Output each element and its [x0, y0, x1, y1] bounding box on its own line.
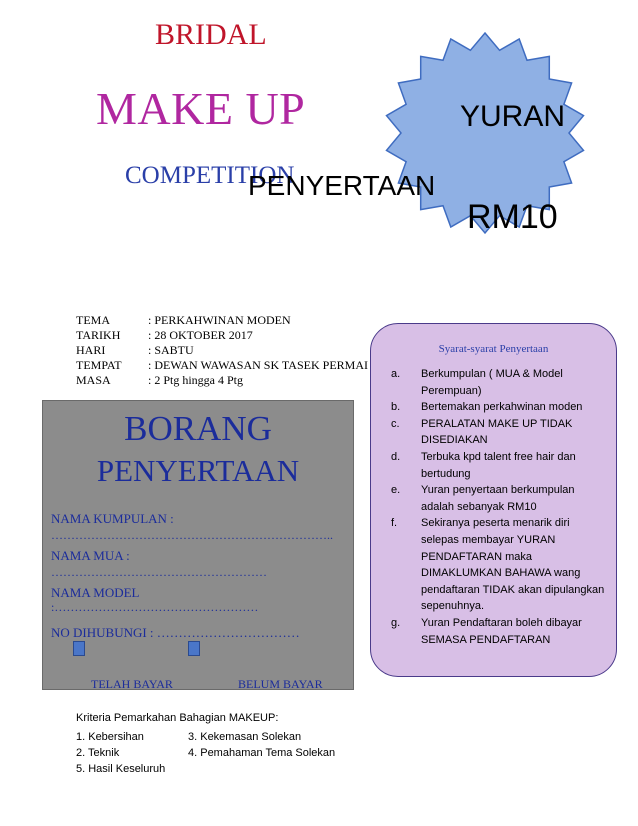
form-title-penyertaan: PENYERTAAN [96, 453, 300, 488]
group-name-field[interactable]: …………………………………………………………….. [51, 528, 333, 542]
info-row-tempat [76, 358, 368, 373]
info-row-masa [76, 373, 368, 388]
judging-criteria [76, 710, 335, 777]
info-row-tarikh [76, 328, 368, 343]
unpaid-label: BELUM BAYAR [238, 677, 323, 690]
phone-field[interactable]: NO DIHUBUNGI : …………………………… [51, 625, 300, 640]
criteria-item: 3. Kekemasan Solekan [188, 731, 302, 743]
item-key: e. [391, 484, 401, 497]
conditions-title: Syarat-syarat Penyertaan [438, 343, 549, 355]
group-name-label: NAMA KUMPULAN : [51, 511, 174, 526]
item-text: Yuran Pendaftaran boleh dibayar SEMASA PENDAFTARAN [421, 616, 582, 646]
paid-label: TELAH BAYAR [91, 677, 173, 690]
badge-fee-amount: RM10 [467, 198, 558, 236]
item-key: d. [391, 450, 401, 463]
item-key: a. [391, 368, 401, 380]
item-text: Bertemakan perkahwinan moden [421, 401, 583, 414]
item-key: g. [391, 616, 401, 629]
title-make-up: MAKE UP [96, 83, 306, 134]
info-value: : 28 OKTOBER 2017 [148, 328, 253, 342]
conditions-panel [370, 323, 617, 677]
info-label: HARI [76, 343, 106, 357]
item-text: Sekiranya peserta menarik diri selepas membayar YURAN PENDAFTARAN maka DIMAKLUMKAN BAHAWA wang pendaftaran TIDAK akan dipulangkan sepenuhnya. [421, 517, 605, 613]
criteria-heading: Kriteria Pemarkahan Bahagian MAKEUP: [76, 712, 279, 724]
registration-form [42, 400, 354, 690]
item-text: PERALATAN MAKE UP TIDAK DISEDIAKAN [421, 417, 573, 447]
info-value: : PERKAHWINAN MODEN [148, 313, 291, 327]
unpaid-checkbox[interactable] [188, 641, 200, 656]
item-text: Terbuka kpd talent free hair dan bertudung [421, 450, 576, 480]
list-item [391, 366, 606, 399]
info-value: : SABTU [148, 343, 194, 357]
criteria-row [76, 761, 335, 777]
criteria-item: 4. Pemahaman Tema Solekan [188, 747, 336, 759]
title-bridal: BRIDAL [155, 18, 267, 51]
info-label: TARIKH [76, 328, 121, 342]
conditions-list [391, 366, 606, 648]
criteria-item: 5. Hasil Keseluruh [76, 763, 166, 775]
event-info [76, 313, 368, 388]
info-value: : DEWAN WAWASAN SK TASEK PERMAI [148, 358, 368, 372]
list-item [391, 515, 606, 615]
model-name-field[interactable]: :…………………………………………… [51, 600, 259, 614]
criteria-row [76, 729, 335, 745]
info-label: TEMPAT [76, 358, 122, 372]
list-item [391, 615, 606, 648]
criteria-item: 1. Kebersihan [76, 731, 144, 743]
info-row-hari [76, 343, 368, 358]
model-name-label: NAMA MODEL [51, 585, 140, 600]
list-item [391, 482, 606, 515]
list-item [391, 399, 606, 416]
title-competition: COMPETITION [125, 162, 295, 189]
mua-name-field[interactable]: ……………………………………………… [51, 565, 267, 579]
item-text: Yuran penyertaan berkumpulan adalah sebanyak RM10 [421, 484, 575, 513]
criteria-item: 2. Teknik [76, 747, 120, 759]
list-item [391, 449, 606, 482]
info-label: TEMA [76, 313, 110, 327]
list-item [391, 416, 606, 449]
item-text: Berkumpulan ( MUA & Model Perempuan) [421, 368, 563, 397]
info-row-tema [76, 313, 368, 328]
paid-checkbox[interactable] [73, 641, 85, 656]
criteria-row [76, 745, 335, 761]
item-key: b. [391, 401, 401, 414]
info-value: : 2 Ptg hingga 4 Ptg [148, 373, 244, 387]
mua-name-label: NAMA MUA : [51, 548, 130, 563]
info-label: MASA [76, 373, 111, 387]
title-penyertaan-overlay: PENYERTAAN [248, 170, 436, 201]
form-title-borang: BORANG [124, 409, 272, 448]
badge-fee-label: YURAN [460, 100, 566, 133]
item-key: c. [391, 417, 400, 430]
item-key: f. [391, 517, 398, 530]
